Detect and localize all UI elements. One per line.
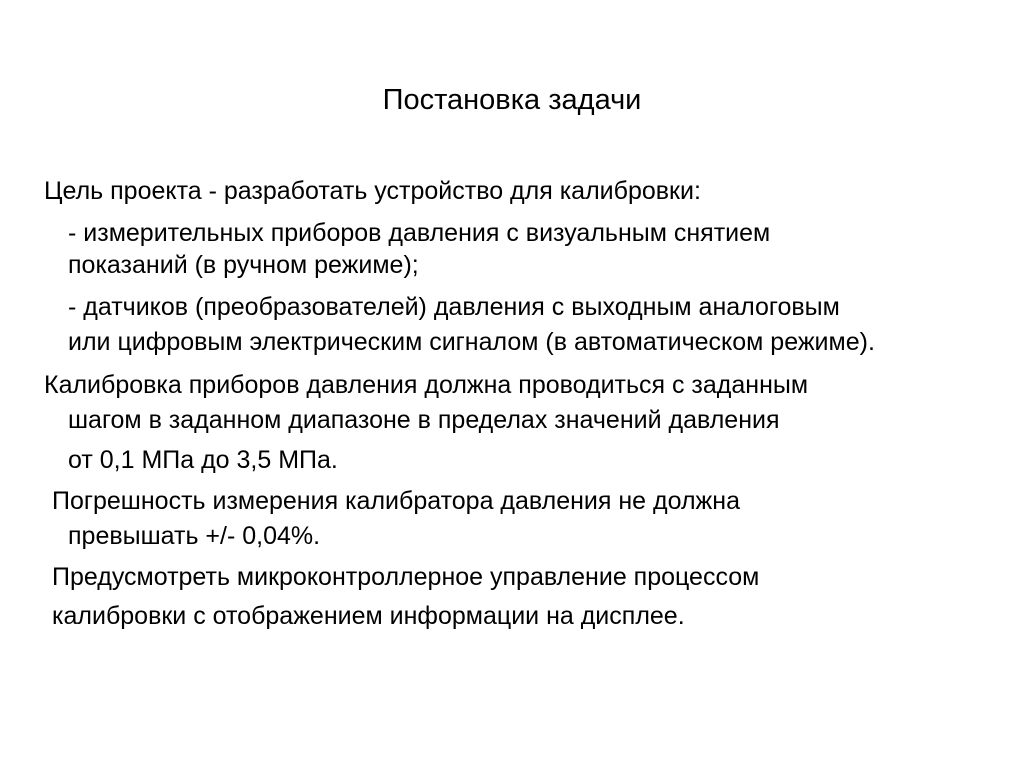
control-line-1: Предусмотреть микроконтроллерное управление процессом <box>52 563 760 591</box>
goal-subitem-1-line-2: показаний (в ручном режиме); <box>68 251 419 279</box>
calibration-line-1: Калибровка приборов давления должна проводиться с заданным <box>44 371 809 399</box>
calibration-line-2: шагом в заданном диапазоне в пределах значений давления <box>68 406 780 434</box>
control-line-2: калибровки с отображением информации на дисплее. <box>52 602 685 630</box>
goal-subitem-2-line-2: или цифровым электрическим сигналом (в автоматическом режиме). <box>68 328 875 356</box>
calibration-range: от 0,1 МПа до 3,5 МПа. <box>68 446 338 474</box>
goal-subitem-2-line-1: - датчиков (преобразователей) давления с выходным аналоговым <box>68 293 840 321</box>
slide-title: Постановка задачи <box>382 84 642 116</box>
error-line-1: Погрешность измерения калибратора давления не должна <box>52 487 740 515</box>
goal-subitem-1-line-1: - измерительных приборов давления с визуальным снятием <box>68 219 771 247</box>
goal-line: Цель проекта - разработать устройство для калибровки: <box>44 177 701 205</box>
error-line-2: превышать +/- 0,04%. <box>68 522 321 550</box>
